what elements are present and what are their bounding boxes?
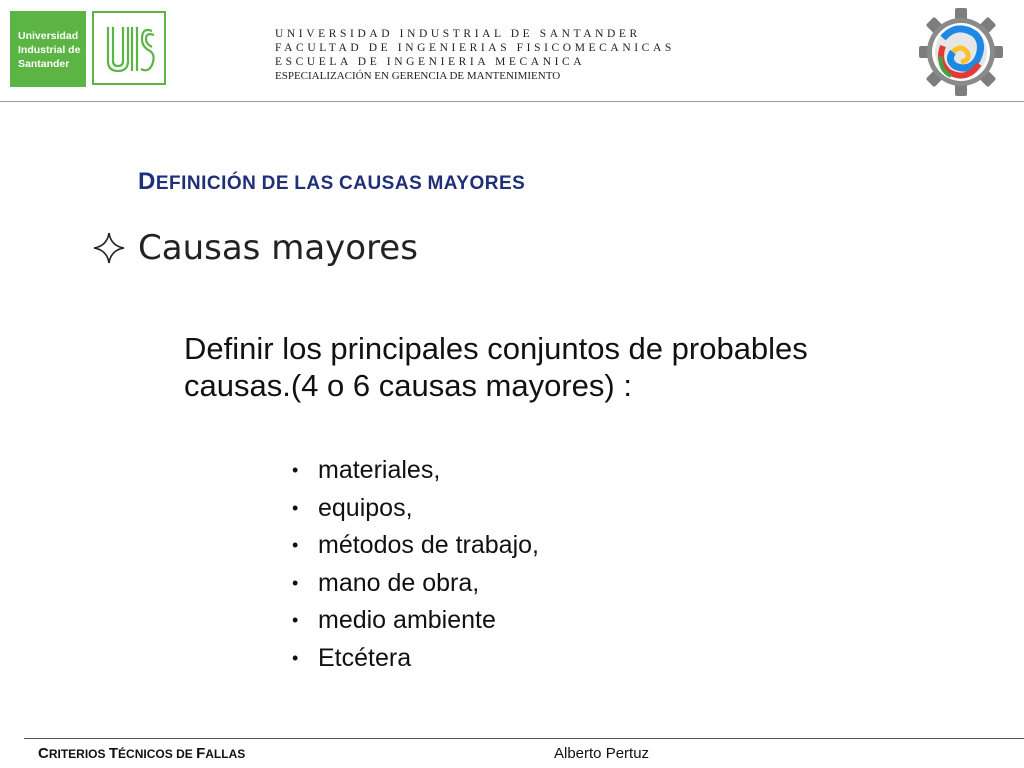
list-item-text: equipos, <box>318 493 413 522</box>
faculty-line: FACULTAD DE INGENIERIAS FISICOMECANICAS <box>275 42 675 54</box>
bullet-dot-icon: • <box>292 647 299 668</box>
list-item <box>292 640 539 678</box>
footer-course-title-text: CRITERIOS TÉCNICOS DE FALLAS <box>38 745 246 762</box>
university-line: UNIVERSIDAD INDUSTRIAL DE SANTANDER <box>275 28 641 40</box>
institution-header-text <box>275 27 675 83</box>
list-item <box>292 602 539 640</box>
body-paragraph: Definir los principales conjuntos de probables causas.(4 o 6 causas mayores) : <box>184 331 808 403</box>
footer-course-title <box>38 745 245 762</box>
list-item <box>292 452 539 490</box>
bullet-dot-icon: • <box>292 497 299 518</box>
gear-spiral-logo <box>918 6 1004 98</box>
list-item <box>292 565 539 603</box>
header-divider <box>0 101 1024 102</box>
specialization-line: ESPECIALIZACIÓN EN GERENCIA DE MANTENIMIENTO <box>275 70 561 82</box>
bullet-dot-icon: • <box>292 572 299 593</box>
logo-text-line: Industrial de <box>18 44 81 56</box>
footer-author: Alberto Pertuz <box>554 745 650 762</box>
section-title <box>138 168 525 196</box>
four-point-star-icon <box>92 231 126 265</box>
list-item-text: mano de obra, <box>318 568 480 597</box>
bullet-dot-icon: • <box>292 460 299 480</box>
logo-text-line: Universidad <box>18 30 79 42</box>
list-item-text: medio ambiente <box>318 606 496 634</box>
list-item-text: métodos de trabajo, <box>318 531 539 559</box>
list-item <box>292 527 539 565</box>
footer-divider <box>24 738 1024 739</box>
list-item-text: Etcétera <box>318 643 412 672</box>
bullet-dot-icon: • <box>292 610 299 630</box>
bullet-dot-icon: • <box>292 535 299 555</box>
cause-list <box>292 452 539 677</box>
uis-monogram-logo <box>92 11 166 85</box>
section-title-text: DEFINICIÓN DE LAS CAUSAS MAYORES <box>138 168 526 195</box>
list-item-text: materiales, <box>318 456 441 484</box>
uis-text-logo <box>10 11 86 87</box>
logo-text-line: Santander <box>18 58 70 70</box>
slide-heading: Causas mayores <box>138 228 418 268</box>
school-line: ESCUELA DE INGENIERIA MECANICA <box>275 56 586 68</box>
list-item <box>292 490 539 528</box>
slide-header <box>0 0 1024 102</box>
main-bullet <box>92 228 418 268</box>
